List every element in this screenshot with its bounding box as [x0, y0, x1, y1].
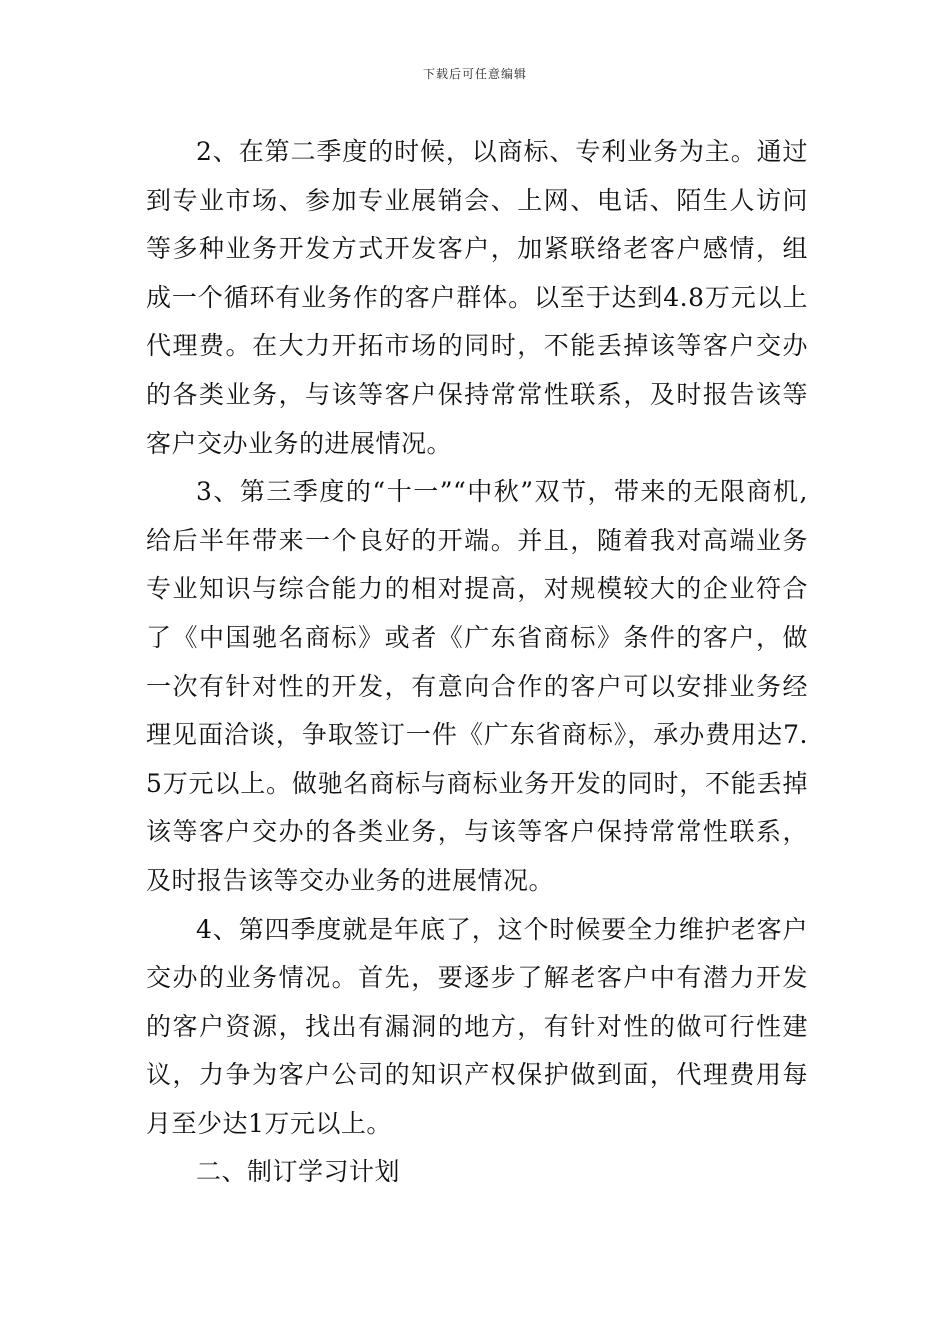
paragraph-q4-plan: 4、第四季度就是年底了，这个时候要全力维护老客户交办的业务情况。首先，要逐步了解老客户中有潜力开发的客户资源，找出有漏洞的地方，有针对性的做可行性建议，力争为客户公司的知识产权保护做到面，代理费用每月至少达1万元以上。 [146, 914, 808, 1138]
document-body [146, 128, 808, 1197]
paragraph-q3-plan: 3、第三季度的“十一”“中秋”双节，带来的无限商机,给后半年带来一个良好的开端。并且，随着我对高端业务专业知识与综合能力的相对提高，对规模较大的企业符合了《中国驰名商标》或者《广东省商标》条件的客户，做一次有针对性的开发，有意向合作的客户可以安排业务经理见面洽谈，争取签订一件《广东省商标》，承办费用达7.5万元以上。做驰名商标与商标业务开发的同时，不能丢掉该等客户交办的各类业务，与该等客户保持常常性联系，及时报告该等交办业务的进展情况。 [146, 477, 808, 895]
section-heading-study-plan: 二、制订学习计划 [196, 1157, 401, 1187]
paragraph-q2-plan: 2、在第二季度的时候，以商标、专利业务为主。通过到专业市场、参加专业展销会、上网、电话、陌生人访问等多种业务开发方式开发客户，加紧联络老客户感情，组成一个循环有业务作的客户群体。以至于达到4.8万元以上代理费。在大力开拓市场的同时，不能丢掉该等客户交办的各类业务，与该等客户保持常常性联系，及时报告该等客户交办业务的进展情况。 [146, 137, 808, 458]
page-header: 下载后可任意编辑 [422, 67, 527, 81]
